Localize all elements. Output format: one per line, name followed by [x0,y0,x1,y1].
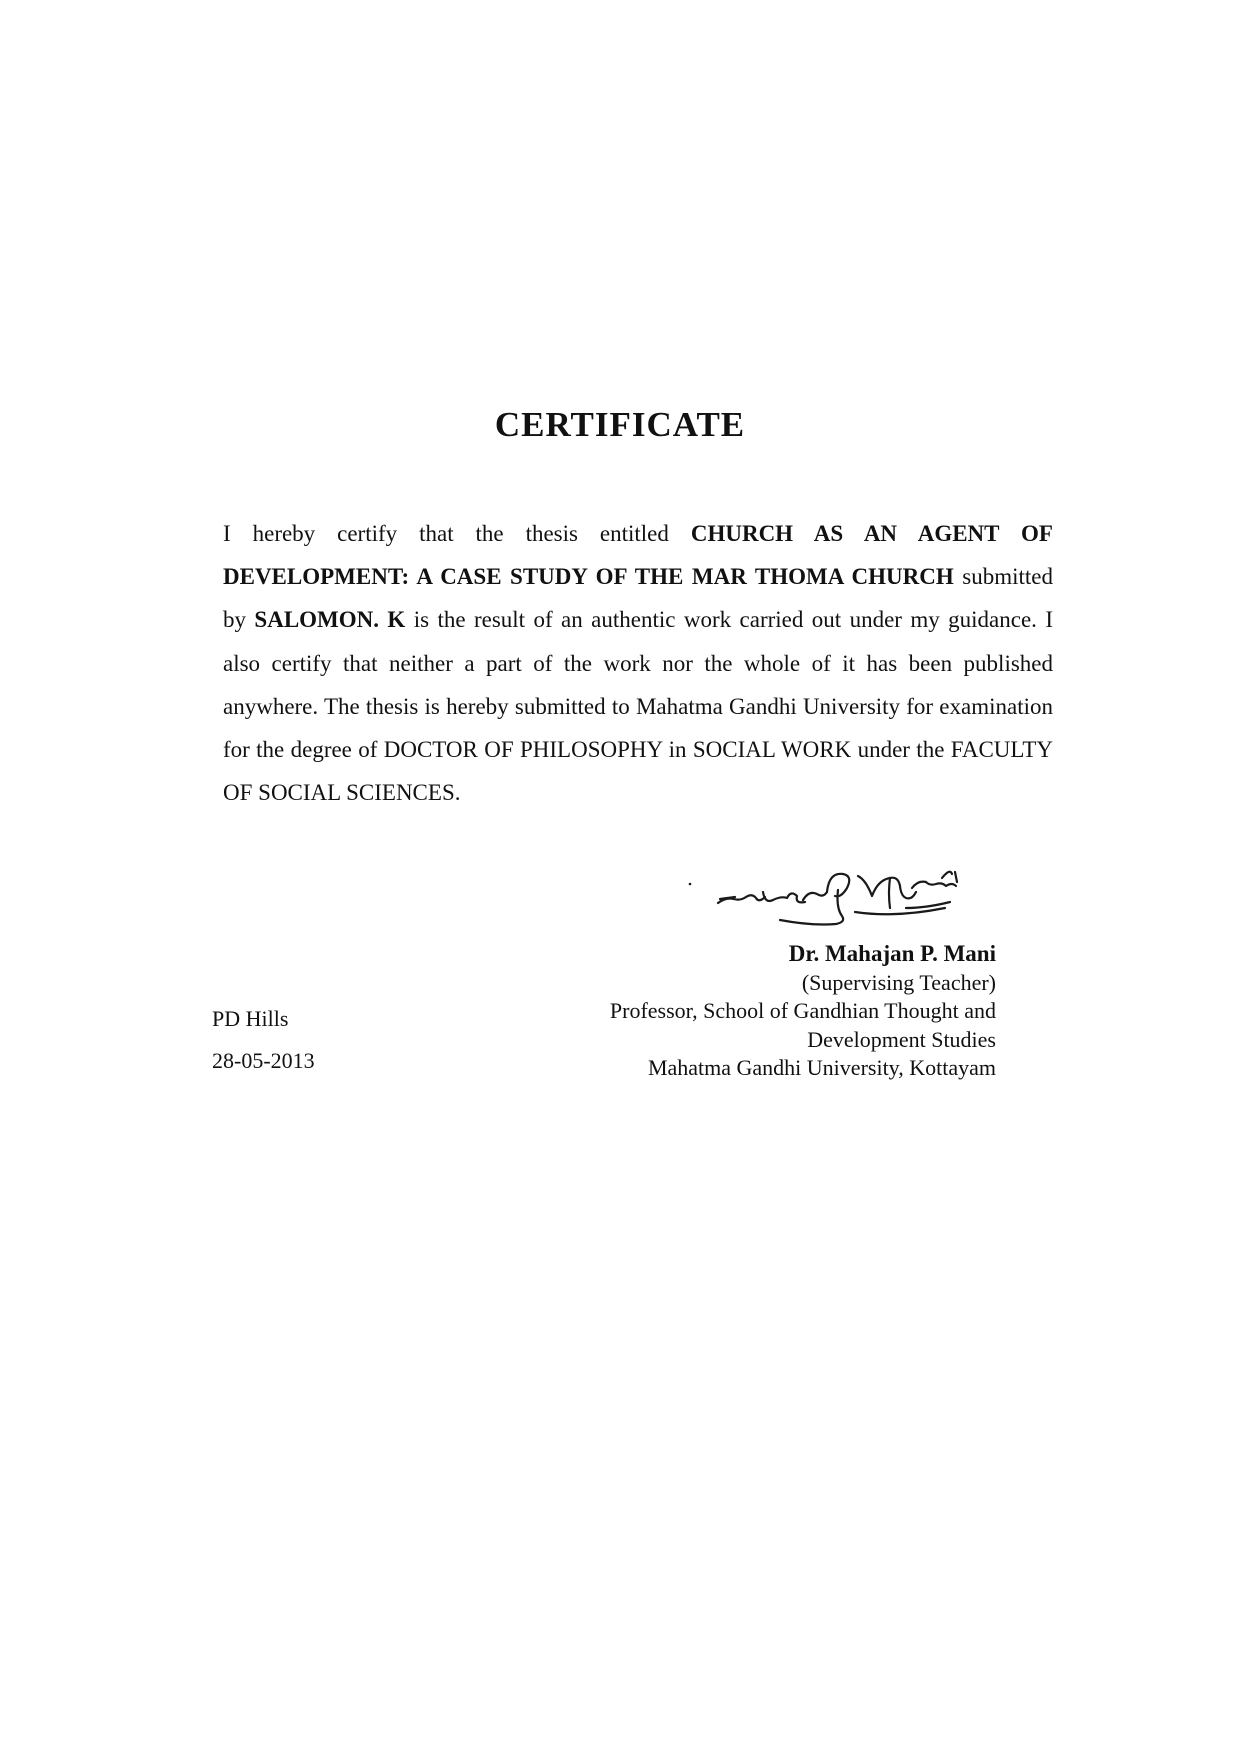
place: PD Hills [212,1006,289,1031]
date: 28-05-2013 [212,1048,315,1073]
thesis-title: CHURCH AS AN AGENT OF DEVELOPMENT: A CASE STUDY OF THE MAR THOMA CHURCH [223,521,1053,590]
body-submitted-by: submitted by [223,564,1053,633]
signature-icon [680,862,1020,932]
signatory-position-line2: Development Studies [807,1026,996,1052]
page-title: CERTIFICATE [494,405,746,444]
signatory-block [520,940,996,1083]
signatory-position-line1: Professor, School of Gandhian Thought and [609,998,996,1024]
candidate-name: SALOMON. K [254,607,406,633]
signatory-institution: Mahatma Gandhi University, Kottayam [647,1055,996,1081]
body-rest: is the result of an authentic work carried out under my guidance. I also certify that neither a part of the work nor the whole of it has been published anywhere. The thesis is hereby submitted to Mahatma Gandhi University for examination for the degree of DOCTOR OF PHILOSOPHY in SOCIAL WORK under the FACULTY OF SOCIAL SCIENCES. [223,607,1053,806]
signatory-name: Dr. Mahajan P. Mani [788,941,996,966]
signatory-role: (Supervising Teacher) [801,969,996,995]
body-intro: I hereby certify that the thesis entitled [223,521,691,546]
place-date-block [212,998,315,1082]
certificate-body [223,512,1053,814]
